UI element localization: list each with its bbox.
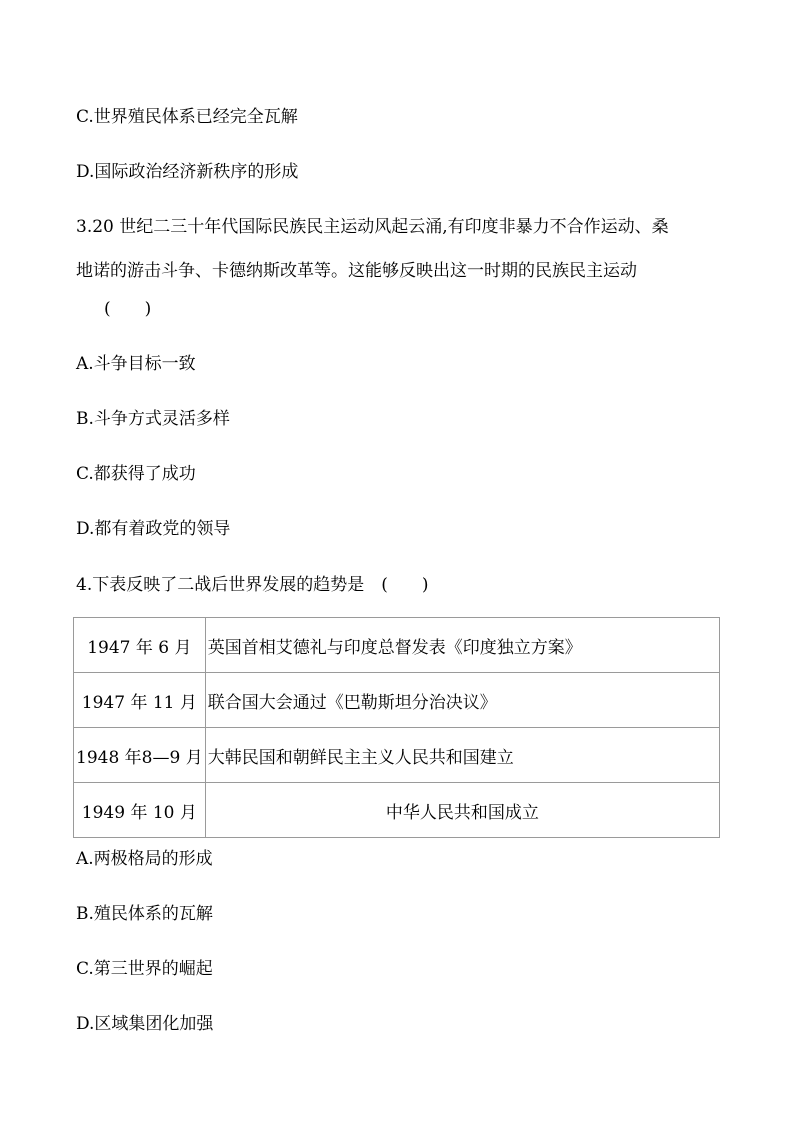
q4-option-c: C.第三世界的崛起 bbox=[76, 959, 213, 979]
table-row bbox=[74, 673, 720, 728]
table-date-cell: 1948 年8—9 月 bbox=[74, 728, 206, 783]
table-row bbox=[74, 728, 720, 783]
table-event-cell: 中华人民共和国成立 bbox=[205, 783, 719, 838]
q3-option-a: A.斗争目标一致 bbox=[76, 354, 196, 374]
q4-option-a: A.两极格局的形成 bbox=[76, 849, 213, 869]
q3-option-d: D.都有着政党的领导 bbox=[76, 519, 231, 539]
q4-option-b: B.殖民体系的瓦解 bbox=[76, 904, 213, 924]
q3-option-b: B.斗争方式灵活多样 bbox=[76, 409, 230, 429]
q4-stem: 4.下表反映了二战后世界发展的趋势是 ( ) bbox=[76, 575, 429, 595]
q3-stem-line-1: 3.20 世纪二三十年代国际民族民主运动风起云涌,有印度非暴力不合作运动、桑 bbox=[76, 217, 669, 237]
table-date-cell: 1947 年 6 月 bbox=[74, 618, 206, 673]
q3-stem-line-2: 地诺的游击斗争、卡德纳斯改革等。这能够反映出这一时期的民族民主运动 bbox=[76, 261, 637, 281]
table-row bbox=[74, 618, 720, 673]
table-date-cell: 1949 年 10 月 bbox=[74, 783, 206, 838]
table-date-cell: 1947 年 11 月 bbox=[74, 673, 206, 728]
q2-option-c: C.世界殖民体系已经完全瓦解 bbox=[76, 107, 298, 127]
q4-option-d: D.区域集团化加强 bbox=[76, 1014, 214, 1034]
q4-table bbox=[73, 617, 720, 838]
q3-option-c: C.都获得了成功 bbox=[76, 464, 196, 484]
table-event-cell: 英国首相艾德礼与印度总督发表《印度独立方案》 bbox=[205, 618, 719, 673]
table-row bbox=[74, 783, 720, 838]
q3-answer-blank: ( ) bbox=[104, 299, 152, 319]
table-event-cell: 大韩民国和朝鲜民主主义人民共和国建立 bbox=[205, 728, 719, 783]
table-event-cell: 联合国大会通过《巴勒斯坦分治决议》 bbox=[205, 673, 719, 728]
q2-option-d: D.国际政治经济新秩序的形成 bbox=[76, 162, 299, 182]
